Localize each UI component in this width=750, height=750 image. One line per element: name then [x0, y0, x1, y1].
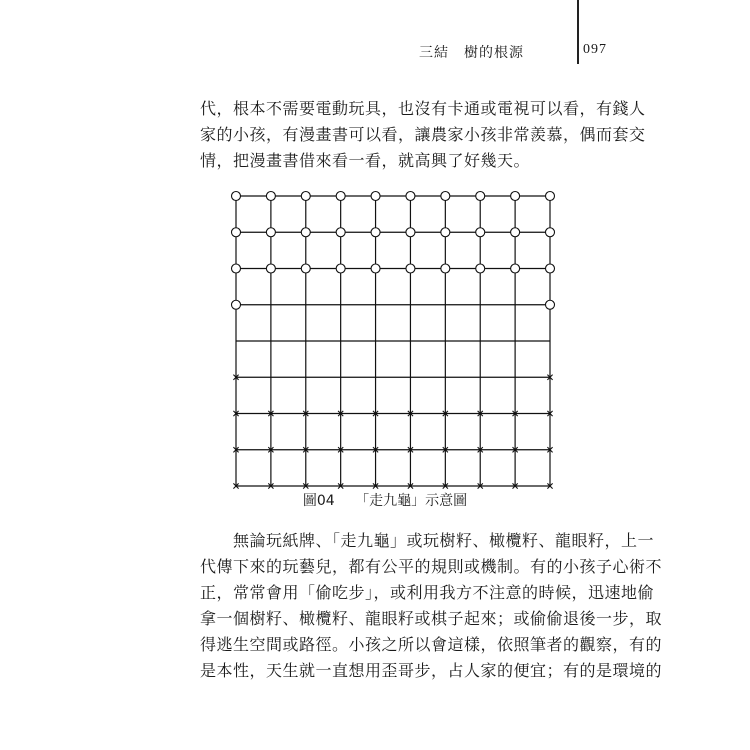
- paragraph-line: 是本性，天生就一直想用歪哥步，占人家的便宜；有的是環境的: [200, 661, 663, 680]
- circle-piece: [511, 192, 520, 201]
- circle-piece: [371, 228, 380, 237]
- circle-piece: [511, 264, 520, 273]
- circle-piece: [232, 300, 241, 309]
- circle-piece: [546, 228, 555, 237]
- chapter-title: 三結 樹的根源: [419, 45, 524, 61]
- circle-piece: [441, 192, 450, 201]
- paragraph-line: 正，常常會用「偷吃步」，或利用我方不注意的時候，迅速地偷: [200, 583, 655, 602]
- paragraph-line: 得逃生空間或路徑。小孩之所以會這樣，依照筆者的觀察，有的: [200, 635, 663, 654]
- paragraph-line: 家的小孩，有漫畫書可以看，讓農家小孩非常羨慕，偶而套交: [200, 125, 646, 144]
- circle-piece: [371, 192, 380, 201]
- circle-piece: [546, 300, 555, 309]
- figure-number: 圖04: [302, 493, 335, 509]
- circle-piece: [406, 192, 415, 201]
- circle-piece: [232, 264, 241, 273]
- figure-title: 「走九龜」示意圖: [355, 493, 468, 509]
- circle-piece: [511, 228, 520, 237]
- paragraph-bottom: [200, 528, 663, 684]
- circle-piece: [301, 228, 310, 237]
- circle-piece: [406, 264, 415, 273]
- paragraph-line: 拿一個樹籽、橄欖籽、龍眼籽或棋子起來；或偷偷退後一步，取: [200, 609, 663, 628]
- figure-caption: [200, 490, 570, 510]
- paragraph-line: 情，把漫畫書借來看一看，就高興了好幾天。: [200, 151, 531, 170]
- circle-piece: [232, 192, 241, 201]
- circle-piece: [441, 228, 450, 237]
- circle-piece: [546, 264, 555, 273]
- paragraph-line: 無論玩紙牌、「走九龜」或玩樹籽、橄欖籽、龍眼籽，上一: [200, 531, 655, 550]
- circle-piece: [266, 228, 275, 237]
- circle-piece: [476, 228, 485, 237]
- circle-piece: [232, 228, 241, 237]
- circle-piece: [301, 192, 310, 201]
- circle-piece: [301, 264, 310, 273]
- circle-piece: [476, 192, 485, 201]
- circle-piece: [336, 264, 345, 273]
- circle-piece: [371, 264, 380, 273]
- circle-piece: [546, 192, 555, 201]
- paragraph-line: 代傳下來的玩藝兒，都有公平的規則或機制。有的小孩子心術不: [200, 557, 663, 576]
- circle-piece: [476, 264, 485, 273]
- circle-piece: [336, 192, 345, 201]
- circle-piece: [266, 192, 275, 201]
- circle-piece: [441, 264, 450, 273]
- circle-piece: [406, 228, 415, 237]
- circle-piece: [266, 264, 275, 273]
- page-number: 097: [583, 42, 607, 57]
- paragraph-line: 代，根本不需要電動玩具，也沒有卡通或電視可以看，有錢人: [200, 99, 646, 118]
- circle-piece: [336, 228, 345, 237]
